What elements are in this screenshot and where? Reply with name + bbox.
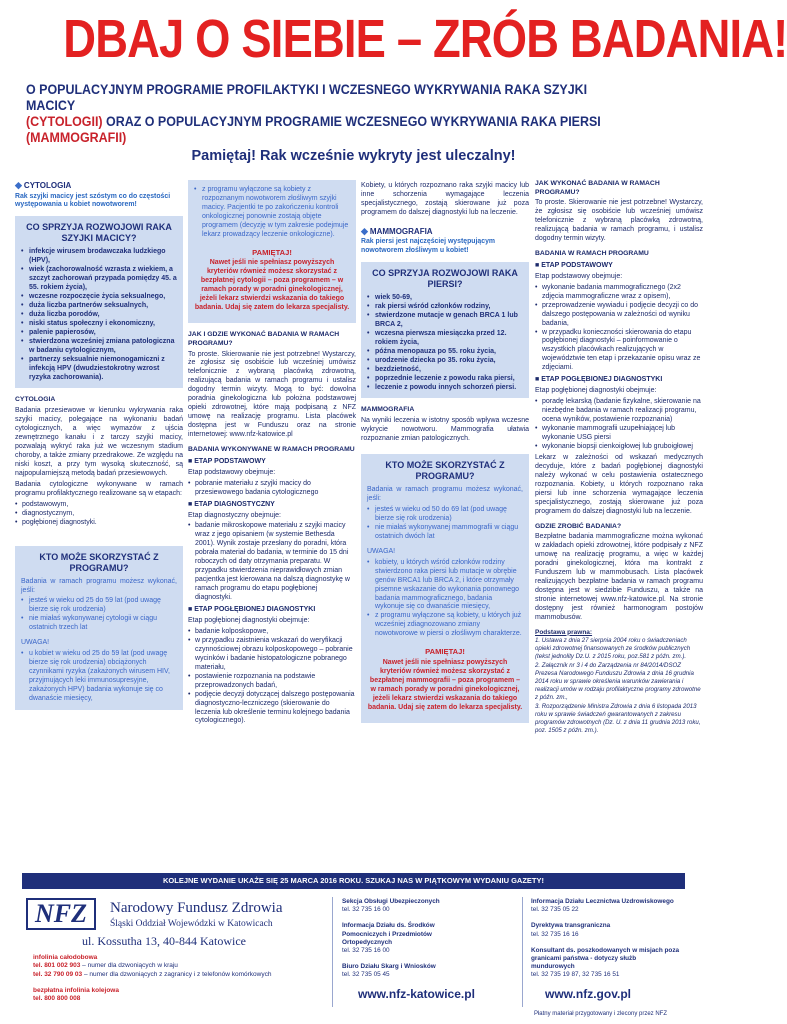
- list-item: • diagnostycznym,: [15, 510, 183, 519]
- cytology-section-heading: CYTOLOGIA: [15, 396, 56, 404]
- list-item: • partnerzy seksualnie niemonogamiczni z infekcją HPV (dwudziestokrotny wzrost ryzyka zachorowania).: [21, 356, 177, 383]
- list-item: • stwierdzona wcześniej zmiana patologiczna w badaniu cytologicznym,: [21, 338, 177, 356]
- list-item: • nie miałaś wykonywanej cytologii w ciągu ostatnich trzech lat: [21, 615, 177, 633]
- url-nfz[interactable]: www.nfz.gov.pl: [545, 987, 631, 1001]
- mammography-paragraph: Na wyniki leczenia w istotny sposób wpływa wczesne wykrycie nowotworu. Mammografia ułatwia rozpoznanie zmian patologicznych.: [361, 417, 529, 443]
- stage-deep-intro: Etap pogłębionej diagnostyki obejmuje:: [188, 617, 310, 624]
- url-katowice[interactable]: www.nfz-katowice.pl: [358, 987, 475, 1001]
- list-item: • podstawowym,: [15, 501, 183, 510]
- list-item: • wczesna pierwsza miesiączka przed 12. rokiem życia,: [367, 330, 523, 348]
- diamond-icon: ◆: [15, 180, 22, 190]
- cytology-paragraph: Badania przesiewowe w kierunku wykrywania raka szyjki macicy, polegające na wykonaniu badań cytologicznych, a więc wymazów z ujścia zewnętrznego kanału i z tarczy szyjki macicy, pozwalają wykryć raka już we wczesnym stadium choroby, a także zmiany przedrakowe. Ze względu na niski koszt, a przy tym wysoką skuteczność, są najpopularniejszą metodą badań przesiewowych.: [15, 407, 183, 477]
- risk-box-cervix: [15, 216, 183, 388]
- stage-basic-intro: Etap podstawowy obejmuje:: [188, 468, 276, 476]
- subtitle: [26, 82, 635, 146]
- list-item: • bezdzietność,: [367, 366, 523, 375]
- list-item: • z programu wyłączone są kobiety z rozpoznanym nowotworem złośliwym szyjki macicy. Pacjentki te po zakończeniu kontroli onkologicznej ponownie zostają objęte programem (decyzję w tym zakresie podejmuje lekarz prowadzący leczenie onkologiczne).: [194, 186, 350, 240]
- list-item: • rak piersi wśród członków rodziny,: [367, 303, 523, 312]
- hotline-info: [33, 954, 323, 1004]
- list-item: • wiek 50-69,: [367, 294, 523, 303]
- warning-label: UWAGA!: [21, 639, 50, 647]
- list-item: • infekcje wirusem brodawczaka ludzkiego (HPV),: [21, 248, 177, 266]
- list-item: • palenie papierosów,: [21, 329, 177, 338]
- list-item: • u kobiet w wieku od 25 do 59 lat (pod uwagę bierze się rok urodzenia) obciążonych czynnikami ryzyka (zakażonych wirusem HIV, przyjmujących leki immunosupresyjne, zakażonych HPV) badania wykonuje się co dwanaście miesięcy,: [21, 650, 177, 704]
- list-item: • niski status społeczny i ekonomiczny,: [21, 320, 177, 329]
- remember-slogan: Pamiętaj! Rak wcześnie wykryty jest uleczalny!: [191, 148, 516, 164]
- mammography-lead: Rak piersi jest najczęściej występującym nowotworem złośliwym u kobiet!: [361, 238, 496, 255]
- eligibility-intro: Badania w ramach programu możesz wykonać, jeśli:: [21, 577, 177, 594]
- stage-basic-list: [188, 480, 356, 498]
- stage-basic-intro: Etap podstawowy obejmuje:: [535, 272, 623, 280]
- how-where-heading: JAK I GDZIE WYKONAĆ BADANIA W RAMACH PROGRAMU?: [188, 331, 340, 347]
- eligibility-list: [367, 506, 523, 542]
- hotline-phone-1: tel. 801 002 903: [33, 962, 81, 970]
- subtitle-cytology: (CYTOLOGII): [26, 114, 103, 129]
- list-item: • urodzenie dziecka po 35. roku życia,: [367, 357, 523, 366]
- doctor-paragraph: Lekarz w zależności od wskazań medycznych decyduje, które z badań pogłębionej diagnostyki należy wykonać w celu postawienia ostatecznego rozpoznania. Kobiety, u których rozpoznano raka piersi lub inne schorzenia wymagające leczenia specjalistycznego, zostają skierowane już poza programem do dalszej diagnostyki lub na leczenie.: [535, 453, 703, 515]
- list-item: • w przypadku konieczności skierowania do etapu pogłębionej diagnostyki – poinformowanie o wszystkich placówkach realizujących w województwie ten etap i przekazanie opisu wraz ze zdjęciami.: [535, 329, 703, 374]
- stage-basic-list: [535, 284, 703, 374]
- where-heading: GDZIE ZROBIĆ BADANIA?: [535, 522, 622, 530]
- list-item: • duża liczba partnerów seksualnych,: [21, 302, 177, 311]
- hotline-phone-2: tel. 32 790 09 03: [33, 970, 83, 978]
- warning-label: UWAGA!: [367, 547, 396, 555]
- stage-diagnostic: ■ ETAP DIAGNOSTYCZNY: [188, 501, 356, 510]
- org-address: ul. Kossutha 13, 40-844 Katowice: [82, 934, 246, 948]
- list-item: • wiek (zachorowalność wzrasta z wiekiem, a szczyt zachorowań przypada pomiędzy 45. a 55. rokiem życia),: [21, 266, 177, 293]
- program-tests-heading: BADANIA WYKONYWANE W RAMACH PROGRAMU: [188, 446, 355, 454]
- legal-list: [535, 637, 703, 735]
- contact-entry: [531, 922, 681, 938]
- list-item: • wykonanie badania mammograficznego (2x2 zdjęcia mammograficzne wraz z opisem),: [535, 284, 703, 302]
- risk-list: [367, 294, 523, 392]
- subtitle-line-1: O POPULACYJNYM PROGRAMIE PROFILAKTYKI I WCZESNEGO WYKRYWANIA RAKA SZYJKI MACICY: [26, 82, 588, 113]
- stage-deep: ■ ETAP POGŁĘBIONEJ DIAGNOSTYKI: [188, 606, 356, 615]
- hotline-phone-2-desc: – numer dla dzwoniących z zagranicy i z telefonów komórkowych: [82, 970, 272, 978]
- list-item: • nie miałaś wykonywanej mammografii w ciągu ostatnich dwóch lat: [367, 524, 523, 542]
- list-item: • jesteś w wieku od 50 do 69 lat (pod uwagę bierze się rok urodzenia): [367, 506, 523, 524]
- contact-phone: tel. 32 735 19 87, 32 735 16 51: [531, 971, 620, 979]
- legal-item: 1. Ustawa z dnia 27 sierpnia 2004 roku o świadczeniach opieki zdrowotnej finansowanych ze środków publicznych (tekst jednolity Dz.U. z 2015 roku, poz.581 z późn. zm.).: [535, 637, 691, 660]
- column-cytology: [15, 180, 183, 860]
- contacts-a: [342, 898, 472, 988]
- contact-name: Informacja Działu Lecznictwa Uzdrowiskowego: [531, 898, 674, 905]
- list-item: • jesteś w wieku od 25 do 59 lat (pod uwagę bierze się rok urodzenia): [21, 597, 177, 615]
- stage-deep-intro: Etap pogłębionej diagnostyki obejmuje:: [535, 387, 657, 395]
- list-item: • badanie mikroskopowe materiału z szyjki macicy wraz z jego opisaniem (w systemie Bethesda 2001). Wynik zostaje przesłany do poradni, która pobrała materiał do badania, w terminie do 15 dni roboczych od daty otrzymania preparatu. W przypadku stwierdzenia nieprawidłowych zmian pacjentka jest kierowana na dalszą diagnostykę w ramach programu do etapu pogłębionej diagnostyki.: [188, 522, 356, 603]
- eligibility-list: [21, 597, 177, 633]
- contact-phone: tel. 32 735 16 16: [531, 930, 579, 938]
- hotline-label: infolinia całodobowa: [33, 954, 98, 961]
- contacts-b: [531, 898, 681, 988]
- subtitle-line-2: ORAZ O POPULACYJNYM PROGRAMIE WCZESNEGO WYKRYWANIA RAKA PIERSI: [102, 114, 601, 129]
- how-where-paragraph: To proste. Skierowanie nie jest potrzebne! Wystarczy, że zgłosisz się osobiście lub wcześniej umówisz telefonicznie z wybraną placówką zdrowotną, realizującą badania w ramach programu i ustalisz dogodny termin wizyty. Mogą to być: dowolna poradnia ginekologiczna lub położna podstawowej opieki zdrowotnej, które mają podpisaną z NFZ umowę na realizację programu. Lista placówek dostępna jest w Funduszu oraz na stronie internetowej: www.nfz-katowice.pl: [188, 350, 356, 439]
- hotline-phone-1-desc: – numer dla dzwoniących w kraju: [80, 962, 178, 970]
- mammography-section-heading: MAMMOGRAFIA: [361, 406, 415, 414]
- contact-name: Sekcja Obsługi Ubezpieczonych: [342, 898, 440, 905]
- list-item: • postawienie rozpoznania na podstawie przeprowadzonych badań,: [188, 673, 356, 691]
- legal-heading: Podstawa prawna:: [535, 628, 593, 636]
- cytology-heading: ◆ CYTOLOGIA: [15, 180, 72, 190]
- list-item: • z programu wyłączone są kobiety, u których już wcześniej zdiagnozowano zmiany nowotworowe w piersi o złośliwym charakterze.: [367, 612, 523, 639]
- page-title: DBAJ O SIEBIE – ZRÓB BADANIA!: [63, 9, 787, 69]
- contact-entry: [342, 898, 472, 914]
- stage-basic: ■ ETAP PODSTAWOWY: [535, 262, 703, 271]
- risk-box-title: CO SPRZYJA ROZWOJOWI RAKA PIERSI?: [372, 267, 518, 289]
- list-item: • poradę lekarską (badanie fizykalne, skierowanie na niezbędne badania w ramach realizacji programu, ocena wyników, postawienie rozpoznania): [535, 398, 703, 425]
- list-item: • przeprowadzenie wywiadu i podjęcie decyzji co do dalszego postępowania w zależności od wyniku badania,: [535, 302, 703, 329]
- referral-paragraph: Kobiety, u których rozpoznano raka szyjki macicy lub inne schorzenia wymagające leczenia specjalistycznego, zostają skierowane już poza programem do dalszej diagnostyki lub na leczenie.: [361, 182, 529, 216]
- stage-diagnostic-list: [188, 522, 356, 603]
- contact-entry: [342, 922, 472, 955]
- nfz-logo: NFZ: [26, 898, 96, 930]
- footer-divider: [522, 897, 523, 1007]
- risk-box-breast: [361, 262, 529, 398]
- list-item: • wczesne rozpoczęcie życia seksualnego,: [21, 293, 177, 302]
- legal-item: 3. Rozporządzenie Ministra Zdrowia z dnia 6 listopada 2013 roku w sprawie świadczeń gwarantowanych z zakresu programów zdrowotnych (Dz. U. z dnia 11 grudnia 2013 roku, poz. 1505 z późn. zm.).: [535, 703, 701, 734]
- eligibility-box-cytology: [15, 546, 183, 710]
- stage-deep-list: [188, 628, 356, 726]
- next-edition-banner: KOLEJNE WYDANIE UKAŻE SIĘ 25 MARCA 2016 ROKU. SZUKAJ NAS W PIĄTKOWYM WYDANIU GAZETY!: [22, 873, 685, 889]
- cytology-stages-intro: Badania cytologiczne wykonywane w ramach programu profilaktycznego realizowane są w etapach:: [15, 480, 183, 497]
- list-item: • wykonanie biopsji cienkoigłowej lub gruboigłowej: [535, 443, 703, 452]
- list-item: • leczenie z powodu innych schorzeń piersi.: [367, 384, 523, 393]
- eligibility-title: KTO MOŻE SKORZYSTAĆ Z PROGRAMU?: [385, 460, 505, 482]
- column-mammography-cont: [535, 180, 703, 860]
- legal-item: 2. Załącznik nr 3 i 4 do Zarządzenia nr 84/2014/DSOZ Prezesa Narodowego Funduszu Zdrowia z dnia 16 grudnia 2014 roku w sprawie określenia warunków zawierania i realizacji umów w rodzaju profilaktyczne programy zdrowotne z późn. zm.,: [535, 662, 701, 701]
- list-item: • podjęcie decyzji dotyczącej dalszego postępowania diagnostyczno-leczniczego (skierowanie do leczenia lub określenie terminu kolejnego badania cytologicznego).: [188, 691, 356, 727]
- column-mammography: [361, 180, 529, 860]
- contact-entry: [531, 947, 681, 980]
- contact-name: Dyrektywa transgraniczna: [531, 922, 611, 930]
- warning-list: [21, 650, 177, 704]
- program-tests-heading: BADANIA W RAMACH PROGRAMU: [535, 250, 649, 258]
- contact-name: Informacja Działu ds. Środków Pomocniczych i Przedmiotów Ortopedycznych: [342, 922, 435, 946]
- subtitle-mammography: (MAMMOGRAFII): [26, 130, 127, 145]
- contact-name: Konsultant ds. poszkodowanych w misjach poza granicami państwa - dotyczy służb mundurowych: [531, 946, 680, 971]
- list-item: • w przypadku zaistnienia wskazań do weryfikacji czynnościowej obrazu kolposkopowego – pobranie wycinków i badanie histopatologiczne pobranego materiału,: [188, 637, 356, 673]
- contact-phone: tel. 32 735 05 45: [342, 971, 390, 979]
- risk-box-title: CO SPRZYJA ROZWOJOWI RAKA SZYJKI MACICY?: [26, 222, 172, 244]
- risk-list: [21, 248, 177, 382]
- paid-material-note: Płatny materiał przygotowany i zlecony przez NFZ: [533, 1011, 667, 1017]
- where-paragraph: Bezpłatne badania mammograficzne można wykonać w zakładach opieki zdrowotnej, które podpisały z NFZ umowę na realizację programu, a więc w każdej poradni ginekologicznej, która ma kontrakt z Funduszem lub w mammobusach. Lista placówek realizujących bezpłatne badania w ramach programu dostępna jest w siedzibie Funduszu, a także na stronie internetowej www.nfz-katowice.pl. Na stronie dostępny jest również harmonogram postojów mammobusów.: [535, 533, 703, 621]
- contact-phone: tel. 32 735 16 00: [342, 906, 390, 914]
- stage-basic: ■ ETAP PODSTAWOWY: [188, 458, 356, 467]
- list-item: • późna menopauza po 55. roku życia,: [367, 348, 523, 357]
- column-cytology-cont: [188, 180, 356, 860]
- eligibility-box-mammography: [361, 454, 529, 723]
- cytology-lead: Rak szyjki macicy jest szóstym co do częstości występowania u kobiet nowotworem!: [15, 192, 171, 209]
- contact-phone: tel. 32 735 16 00: [342, 946, 390, 954]
- list-item: • pobranie materiału z szyjki macicy do przesiewowego badania cytologicznego: [188, 480, 356, 498]
- remember-warning: PAMIĘTAJ! Nawet jeśli nie spełniasz powyższych kryteriów również możesz skorzystać z bezpłatnej mammografii – poza programem – w ramach porady w poradni ginekologicznej, jeżeli lekarz stwierdzi wskazania do takiego badania. Udaj się zatem do lekarza specjalisty.: [367, 647, 523, 711]
- rail-hotline-label: bezpłatna infolinia kolejowa: [33, 986, 119, 994]
- list-item: • wykonanie mammografii uzupełniającej lub wykonanie USG piersi: [535, 425, 703, 443]
- remember-warning: PAMIĘTAJ! Nawet jeśli nie spełniasz powyższych kryteriów również możesz skorzystać z bezpłatnej cytologii – poza programem – w ramach porady w poradni ginekologicznej, jeżeli lekarz stwierdzi wskazania do takiego badania. Udaj się zatem do lekarza specjalisty.: [194, 247, 350, 312]
- contact-name: Biuro Działu Skarg i Wniosków: [342, 963, 436, 971]
- stage-diagnostic-intro: Etap diagnostyczny obejmuje:: [188, 511, 281, 519]
- org-name: Narodowy Fundusz Zdrowia: [110, 900, 283, 916]
- stages-list: [15, 501, 183, 528]
- stage-deep-list: [535, 398, 703, 452]
- list-item: • stwierdzone mutacje w genach BRCA 1 lub BRCA 2,: [367, 312, 523, 330]
- list-item: • kobiety, u których wśród członków rodziny stwierdzono raka piersi lub mutacje w obrębie genów BRCA1 lub BRCA 2, i które otrzymały pisemne wskazanie do wykonania ponownego badania mammograficznego, badania wykonuje się co dwanaście miesięcy,: [367, 559, 523, 613]
- how-heading: JAK WYKONAĆ BADANIA W RAMACH PROGRAMU?: [535, 180, 660, 196]
- stage-deep: ■ ETAP POGŁĘBIONEJ DIAGNOSTYKI: [535, 376, 703, 385]
- exclusion-list: [194, 186, 350, 240]
- list-item: • poprzednie leczenie z powodu raka piersi,: [367, 375, 523, 384]
- warning-list: [367, 559, 523, 640]
- mammography-heading: ◆ MAMMOGRAFIA: [361, 225, 433, 236]
- eligibility-intro: Badania w ramach programu możesz wykonać, jeśli:: [367, 486, 523, 502]
- eligibility-title: KTO MOŻE SKORZYSTAĆ Z PROGRAMU?: [39, 551, 159, 573]
- rail-hotline-phone: tel. 800 800 008: [33, 995, 81, 1003]
- contact-entry: [531, 898, 681, 914]
- list-item: • duża liczba porodów,: [21, 311, 177, 320]
- list-item: • badanie kolposkopowe,: [188, 628, 356, 637]
- org-branch: Śląski Oddział Wojewódzki w Katowicach: [110, 919, 273, 929]
- footer-divider: [332, 897, 333, 1007]
- exclusion-box: [188, 180, 356, 323]
- contact-entry: [342, 963, 472, 979]
- diamond-icon: ◆: [361, 225, 368, 236]
- how-paragraph: To proste. Skierowanie nie jest potrzebne! Wystarczy, że zgłosisz się osobiście lub wcześniej umówisz telefonicznie z wybraną placówką zdrowotną, realizującą badania w ramach programu, i ustalisz dogodny termin wizyty.: [535, 199, 703, 243]
- list-item: • pogłębionej diagnostyki.: [15, 519, 183, 528]
- contact-phone: tel. 32 735 05 22: [531, 906, 579, 914]
